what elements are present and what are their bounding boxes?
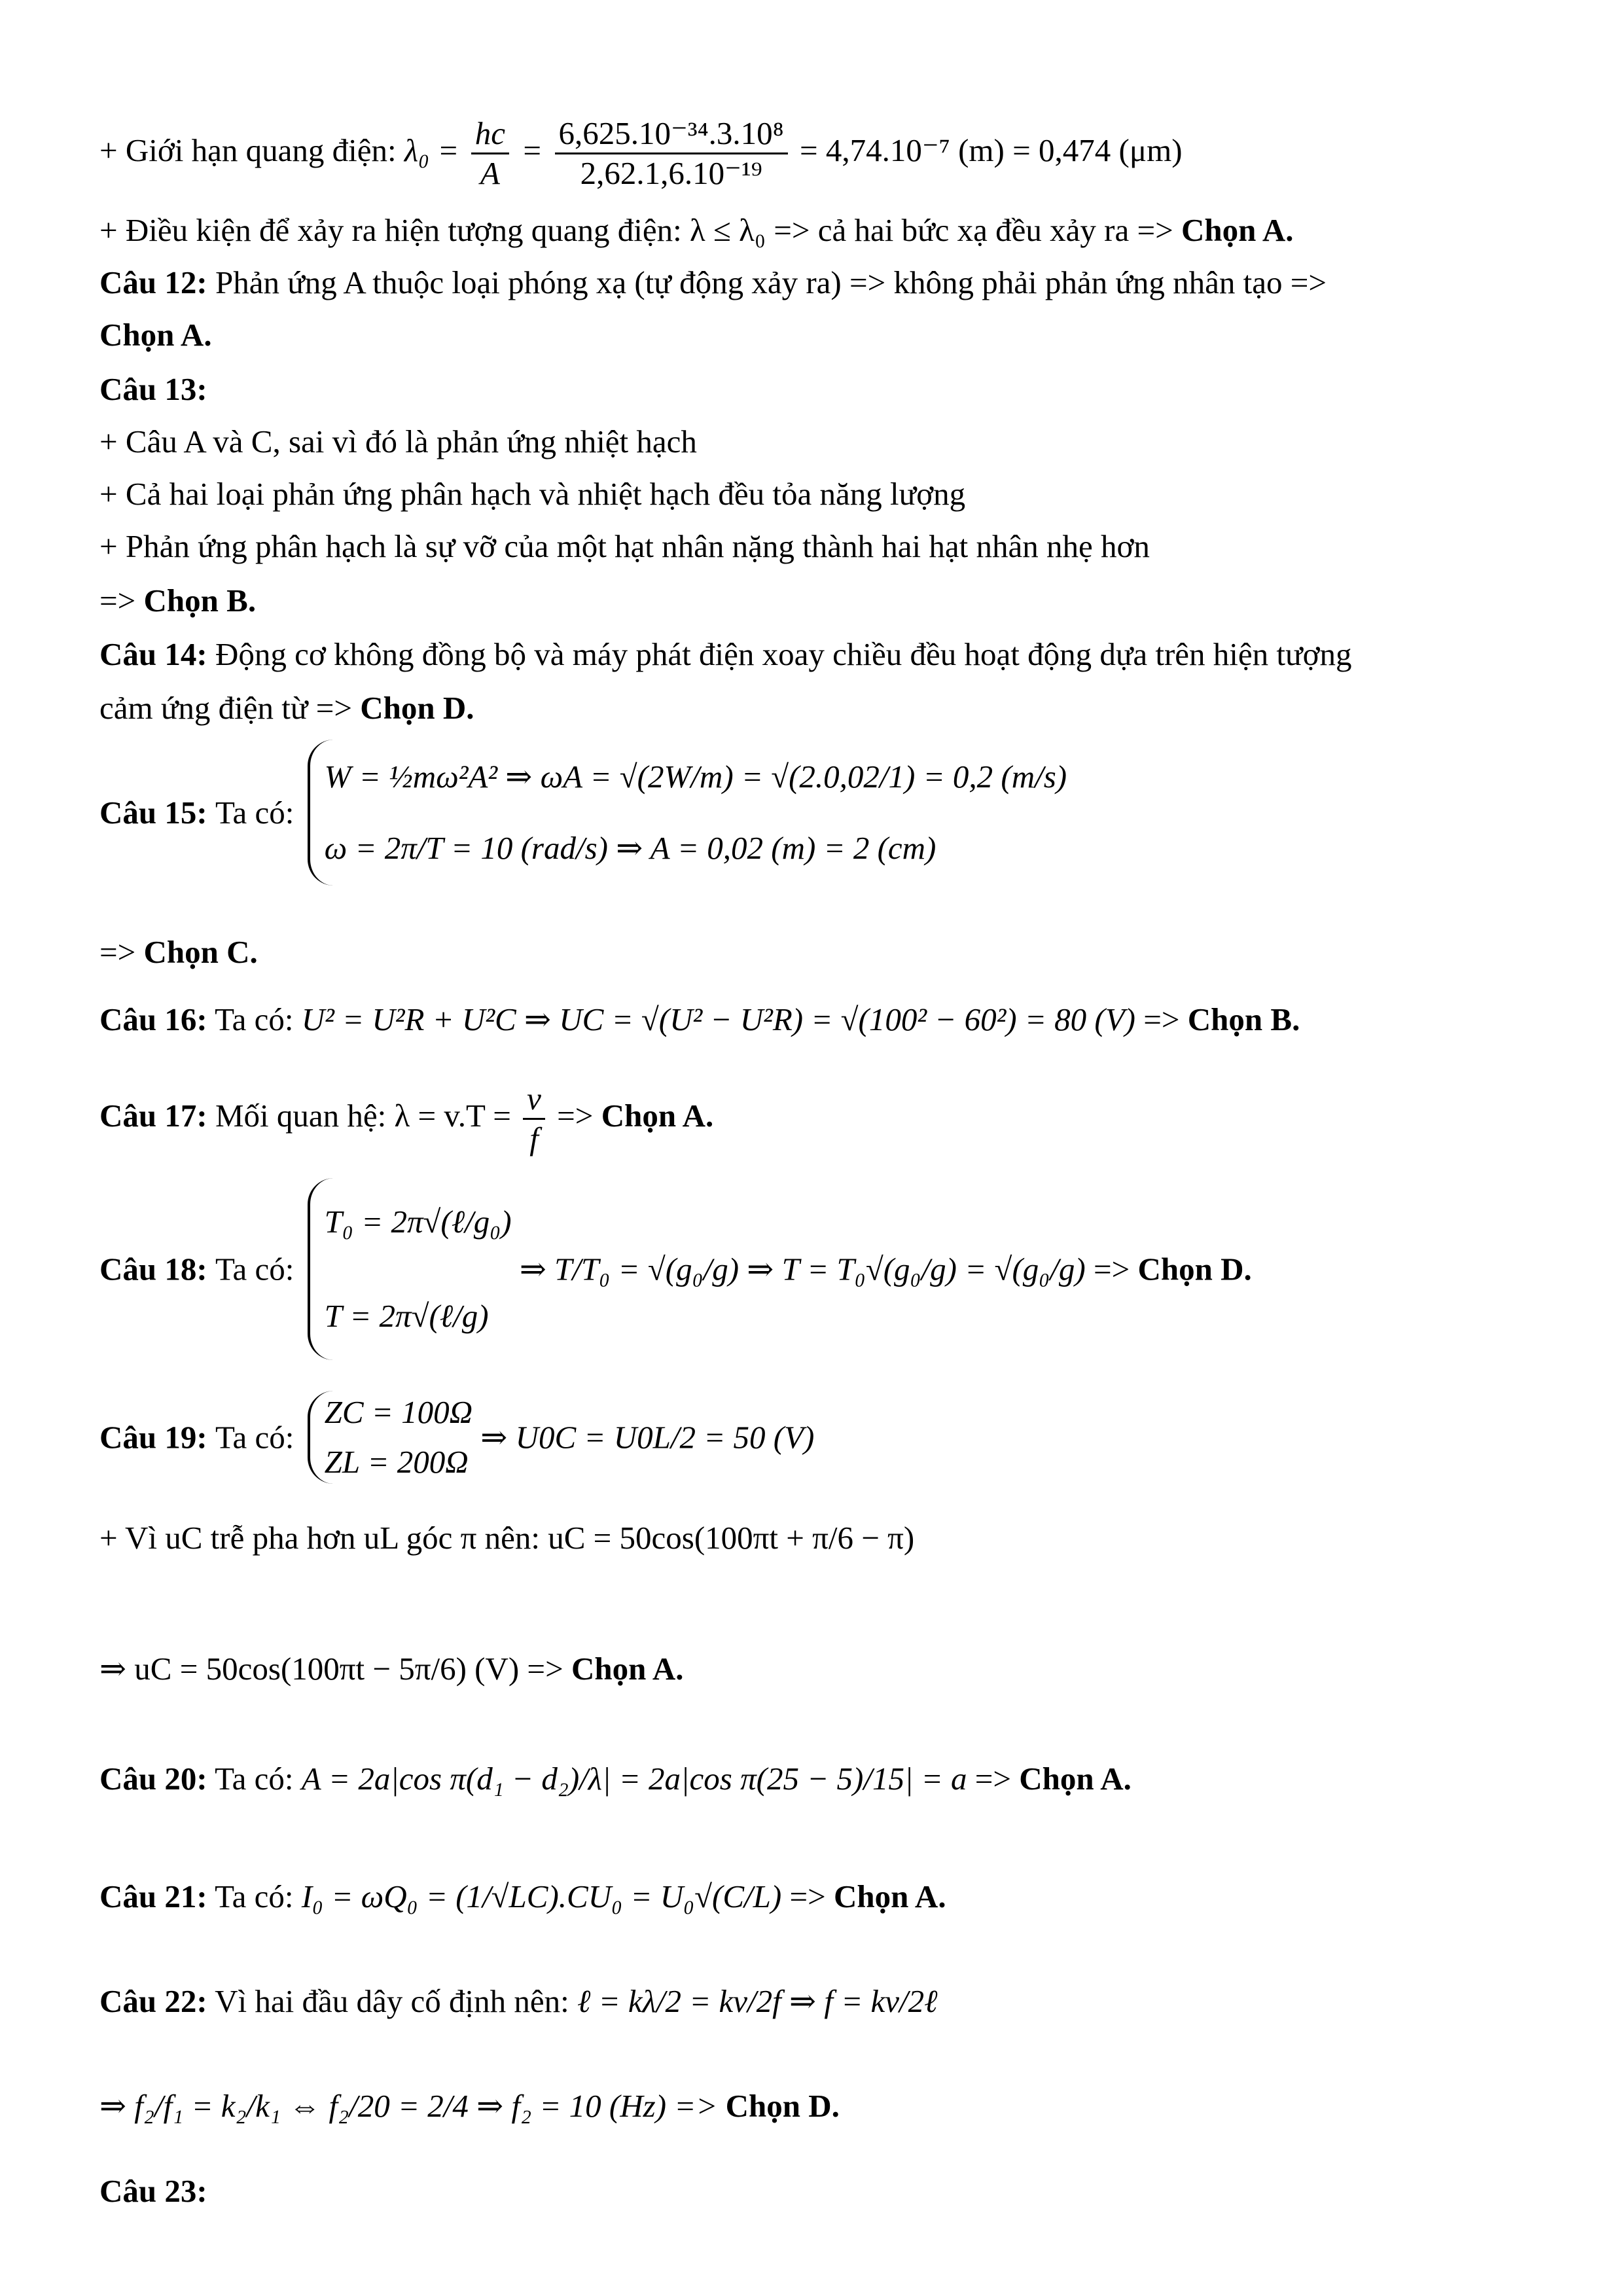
- equation-row: T₀ = 2π√(ℓ/g₀): [324, 1204, 512, 1240]
- cau-16: [99, 1000, 1300, 1039]
- cau-13-label: Câu 13:: [99, 371, 207, 407]
- text: Ta có:: [215, 1001, 294, 1037]
- answer: Chọn D.: [725, 2088, 840, 2124]
- cau-19: [99, 1391, 814, 1484]
- question-label: Câu 16:: [99, 1001, 207, 1037]
- cau-19-line3: [99, 1649, 684, 1689]
- fraction: $\frac{\text{6,625.10⁻³⁴.3.10⁸}}{\text{2,62.1,6.10⁻¹⁹}}$: [555, 115, 788, 192]
- fraction: $\frac{hc}{A}$: [471, 115, 509, 192]
- formula: = 4,74.10⁻⁷ (m) = 0,474 (μm): [800, 132, 1183, 168]
- formula: ⇒ f₂/f₁ = k₂/k₁ ⇔ f₂/20 = 2/4 ⇒ f₂ = 10 (Hz) =>: [99, 2088, 718, 2124]
- answer: Chọn D.: [1137, 1251, 1252, 1287]
- question-label: Câu 15:: [99, 794, 207, 831]
- cau-13-answer: [99, 581, 256, 620]
- text: Ta có:: [215, 1419, 294, 1456]
- cau-20: [99, 1759, 1132, 1799]
- answer: Chọn A.: [1019, 1761, 1132, 1797]
- cau-13-line3: + Phản ứng phân hạch là sự vỡ của một hạt nhân nặng thành hai hạt nhân nhẹ hơn: [99, 528, 1150, 564]
- arrow: =>: [1143, 1001, 1180, 1037]
- equation-row: T = 2π√(ℓ/g): [324, 1297, 489, 1334]
- text: Ta có:: [215, 1251, 294, 1287]
- equation-system: [308, 1391, 473, 1484]
- equation-system: [308, 1178, 512, 1360]
- question-label: Câu 14:: [99, 636, 207, 672]
- cau-13-line2: + Cả hai loại phản ứng phân hạch và nhiệt hạch đều tỏa năng lượng: [99, 476, 966, 512]
- text: + Giới hạn quang điện:: [99, 132, 397, 168]
- text: Phản ứng A thuộc loại phóng xạ (tự động xảy ra) => không phải phản ứng nhân tạo =>: [215, 264, 1327, 300]
- arrow: =>: [99, 934, 136, 970]
- cau-15-answer: [99, 933, 258, 972]
- cau-12: [99, 263, 1327, 302]
- formula: I₀ = ωQ₀ = (1/√LC).CU₀ = U₀√(C/L): [301, 1878, 782, 1914]
- text: Mối quan hệ: λ = v.T =: [215, 1097, 511, 1134]
- arrow: =>: [974, 1761, 1012, 1797]
- text: Động cơ không đồng bộ và máy phát điện xoay chiều đều hoạt động dựa trên hiện tượng: [215, 636, 1352, 672]
- cau-23-label: Câu 23:: [99, 2173, 207, 2209]
- text: Ta có:: [215, 1761, 294, 1797]
- cau-14-line2: [99, 689, 474, 728]
- cau-13-line1: + Câu A và C, sai vì đó là phản ứng nhiệt hạch: [99, 423, 697, 459]
- equation-row: W = ½mω²A² ⇒ ωA = √(2W/m) = √(2.0,02/1) = 0,2 (m/s): [324, 759, 1067, 795]
- cau-17: [99, 1080, 713, 1158]
- cau-14: [99, 635, 1352, 674]
- question-label: Câu 22:: [99, 1983, 207, 2019]
- text: Ta có:: [215, 794, 294, 831]
- formula: ℓ = kλ/2 = kv/2f ⇒ f = kv/2ℓ: [577, 1983, 938, 2019]
- line-gioi-han: [99, 115, 1183, 192]
- formula: =: [521, 132, 543, 168]
- cau-21: [99, 1877, 946, 1916]
- answer: Chọn B.: [1187, 1001, 1300, 1037]
- cau-22-line2: [99, 2087, 840, 2126]
- text: cảm ứng điện từ =>: [99, 690, 352, 726]
- equation-system: [308, 740, 1067, 886]
- cau-12-answer: Chọn A.: [99, 317, 212, 353]
- cau-15: [99, 740, 1067, 886]
- formula: A = 2a|cos π(d₁ − d₂)/λ| = 2a|cos π(25 − 5)/15| = a: [301, 1761, 967, 1797]
- formula: ⇒ uC = 50cos(100πt − 5π/6) (V) =>: [99, 1651, 563, 1687]
- arrow: =>: [557, 1097, 594, 1134]
- line-dieu-kien: [99, 211, 1294, 250]
- arrow: =>: [1094, 1251, 1130, 1287]
- text: + Điều kiện để xảy ra hiện tượng quang điện: λ ≤ λ₀ => cả hai bức xạ đều xảy ra =>: [99, 212, 1173, 248]
- equation-row: ZL = 200Ω: [324, 1443, 469, 1480]
- question-label: Câu 12:: [99, 264, 207, 300]
- answer: Chọn A.: [1181, 212, 1294, 248]
- cau-22: [99, 1982, 938, 2021]
- cau-19-line2: + Vì uC trễ pha hơn uL góc π nên: uC = 50cos(100πt + π/6 − π): [99, 1520, 915, 1556]
- answer: Chọn C.: [143, 934, 258, 970]
- question-label: Câu 21:: [99, 1878, 207, 1914]
- text: Vì hai đầu dây cố định nên:: [215, 1983, 569, 2019]
- question-label: Câu 17:: [99, 1097, 207, 1134]
- text: Ta có:: [215, 1878, 294, 1914]
- answer: Chọn A.: [601, 1097, 714, 1134]
- equation-row: ω = 2π/T = 10 (rad/s) ⇒ A = 0,02 (m) = 2 (cm): [324, 829, 936, 866]
- arrow: =>: [789, 1878, 826, 1914]
- fraction: $\frac{v}{f}$: [523, 1080, 545, 1158]
- equation-row: ZC = 100Ω: [324, 1394, 473, 1430]
- formula: λ₀ =: [404, 132, 459, 168]
- question-label: Câu 20:: [99, 1761, 207, 1797]
- question-label: Câu 18:: [99, 1251, 207, 1287]
- cau-18: [99, 1178, 1252, 1360]
- formula: ⇒ T/T₀ = √(g₀/g) ⇒ T = T₀√(g₀/g) = √(g₀/g): [519, 1251, 1086, 1287]
- answer: Chọn A.: [834, 1878, 946, 1914]
- arrow: =>: [99, 583, 136, 619]
- formula: ⇒ U0C = U0L/2 = 50 (V): [480, 1419, 815, 1456]
- formula: U² = U²R + U²C ⇒ UC = √(U² − U²R) = √(100² − 60²) = 80 (V): [301, 1001, 1135, 1037]
- question-label: Câu 19:: [99, 1419, 207, 1456]
- answer: Chọn A.: [571, 1651, 684, 1687]
- answer: Chọn B.: [143, 583, 257, 619]
- answer: Chọn D.: [360, 690, 474, 726]
